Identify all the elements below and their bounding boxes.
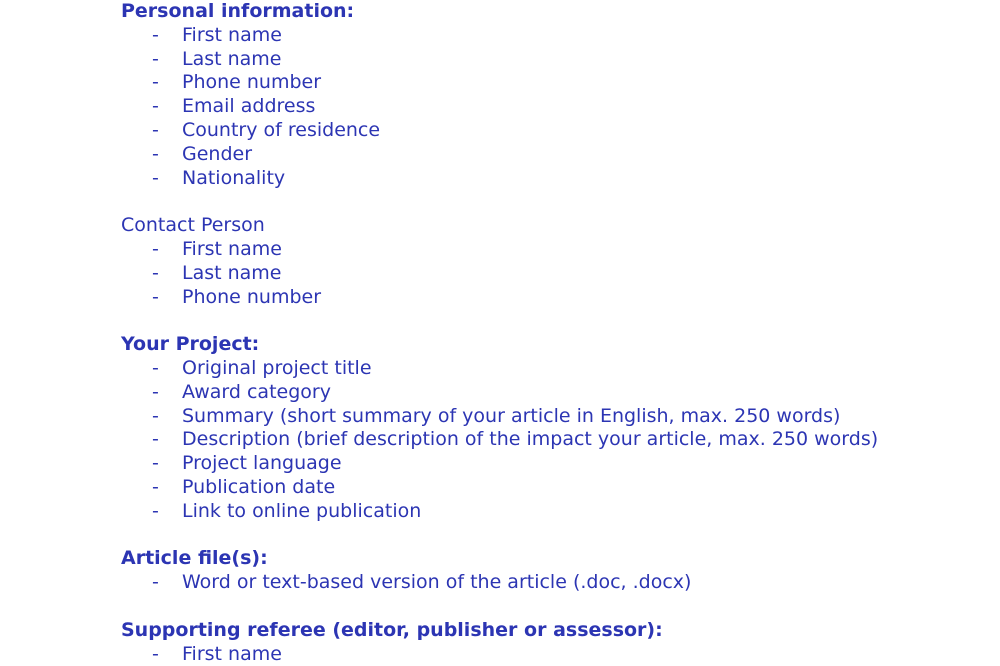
section-spacer	[121, 595, 981, 619]
list-item-text: First name	[182, 237, 282, 260]
dash-bullet: -	[152, 404, 159, 427]
list-item-text: Nationality	[182, 166, 286, 189]
field-list	[121, 643, 981, 666]
dash-bullet: -	[152, 428, 159, 451]
list-item-text: Award category	[182, 380, 331, 403]
list-item	[121, 95, 981, 119]
field-list	[121, 24, 981, 191]
list-item	[121, 48, 981, 72]
section-spacer	[121, 524, 981, 548]
section-contact-person	[121, 214, 981, 309]
dash-bullet: -	[152, 452, 159, 475]
field-list	[121, 238, 981, 309]
field-list	[121, 571, 981, 595]
dash-bullet: -	[152, 261, 159, 284]
list-item	[121, 428, 981, 452]
dash-bullet: -	[152, 23, 159, 46]
section-spacer	[121, 309, 981, 333]
list-item	[121, 286, 981, 310]
list-item	[121, 405, 981, 429]
list-item-text: Country of residence	[182, 118, 381, 141]
list-item-text: Email address	[182, 95, 316, 118]
dash-bullet: -	[152, 571, 159, 594]
list-item	[121, 381, 981, 405]
list-item-text: Publication date	[182, 475, 336, 498]
list-item	[121, 24, 981, 48]
list-item	[121, 238, 981, 262]
dash-bullet: -	[152, 71, 159, 94]
dash-bullet: -	[152, 95, 159, 118]
field-list	[121, 357, 981, 524]
list-item-text: Last name	[182, 261, 282, 284]
list-item-text: Project language	[182, 452, 342, 475]
list-item-text: Original project title	[182, 356, 372, 379]
list-item	[121, 452, 981, 476]
list-item	[121, 143, 981, 167]
dash-bullet: -	[152, 118, 159, 141]
list-item	[121, 500, 981, 524]
list-item	[121, 119, 981, 143]
list-item-text: Word or text-based version of the article (.doc, .docx)	[182, 571, 692, 594]
list-item-text: Phone number	[182, 285, 322, 308]
section-spacer	[121, 190, 981, 214]
dash-bullet: -	[152, 475, 159, 498]
section-supporting-referee	[121, 619, 981, 666]
list-item	[121, 167, 981, 191]
section-heading: Personal information:	[121, 0, 355, 22]
list-item	[121, 476, 981, 500]
list-item-text: First name	[182, 23, 282, 46]
list-item-text: Description (brief description of the impact your article, max. 250 words)	[182, 428, 879, 451]
dash-bullet: -	[152, 237, 159, 260]
section-heading: Your Project:	[121, 333, 260, 356]
list-item	[121, 571, 981, 595]
section-personal-information	[121, 0, 981, 190]
list-item-text: First name	[182, 642, 282, 665]
dash-bullet: -	[152, 642, 159, 665]
section-heading: Supporting referee (editor, publisher or assessor):	[121, 618, 663, 641]
list-item-text: Summary (short summary of your article in English, max. 250 words)	[182, 404, 841, 427]
document-body	[121, 0, 981, 666]
dash-bullet: -	[152, 356, 159, 379]
list-item-text: Gender	[182, 142, 253, 165]
list-item-text: Phone number	[182, 71, 322, 94]
dash-bullet: -	[152, 285, 159, 308]
list-item	[121, 71, 981, 95]
list-item	[121, 357, 981, 381]
dash-bullet: -	[152, 142, 159, 165]
list-item-text: Link to online publication	[182, 499, 422, 522]
section-heading: Article file(s):	[121, 547, 268, 570]
dash-bullet: -	[152, 47, 159, 70]
list-item-text: Last name	[182, 47, 282, 70]
list-item	[121, 643, 981, 666]
section-heading: Contact Person	[121, 214, 265, 237]
section-your-project	[121, 333, 981, 523]
list-item	[121, 262, 981, 286]
section-article-files	[121, 547, 981, 595]
dash-bullet: -	[152, 380, 159, 403]
dash-bullet: -	[152, 166, 159, 189]
dash-bullet: -	[152, 499, 159, 522]
